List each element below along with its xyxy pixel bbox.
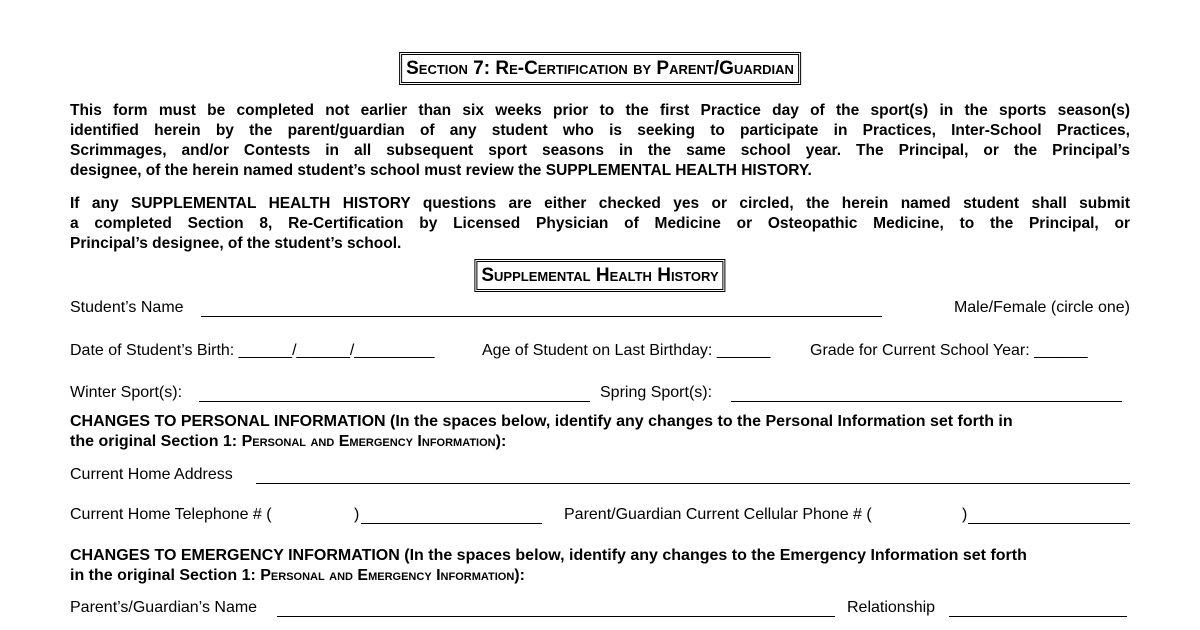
- personal-changes-line-2: [70, 432, 1130, 452]
- guardian-name-field[interactable]: [277, 616, 835, 617]
- instruction-line-3: Principal’s designee, of the student’s school.: [70, 235, 402, 252]
- age-field[interactable]: Age of Student on Last Birthday: ______: [482, 342, 771, 359]
- male-female-label: Male/Female (circle one): [953, 299, 1130, 316]
- winter-sport-field[interactable]: [199, 401, 590, 402]
- personal-changes-section-ref: Personal and Emergency Information: [241, 433, 496, 450]
- home-address-label: Current Home Address: [70, 466, 233, 483]
- emergency-changes-line-1: CHANGES TO EMERGENCY INFORMATION (In the spaces below, identify any changes to the Emergency Information set forth: [70, 547, 1027, 564]
- emergency-changes-prefix: in the original Section 1:: [70, 567, 261, 584]
- cell-phone-close: ): [962, 506, 968, 523]
- personal-changes-line-1: CHANGES TO PERSONAL INFORMATION (In the spaces below, identify any changes to the Personal Information set forth in: [70, 413, 1013, 430]
- emergency-changes-heading: [70, 546, 1130, 586]
- intro-line-4: designee, of the herein named student’s school must review the SUPPLEMENTAL HEALTH HISTORY.: [70, 162, 812, 179]
- emergency-changes-suffix: ):: [514, 567, 525, 584]
- cell-phone-label: Parent/Guardian Current Cellular Phone # (: [564, 506, 872, 523]
- home-phone-field[interactable]: [361, 523, 542, 524]
- dob-field[interactable]: Date of Student’s Birth: ______/______/_________: [70, 342, 435, 359]
- instruction-paragraph: [70, 194, 1130, 254]
- home-phone-close: ): [354, 506, 360, 523]
- home-address-field[interactable]: [256, 483, 1130, 484]
- grade-field[interactable]: Grade for Current School Year: ______: [810, 342, 1088, 359]
- emergency-changes-section-ref: Personal and Emergency Information: [260, 567, 515, 584]
- student-name-label: Student’s Name: [70, 299, 184, 316]
- intro-paragraph: [70, 101, 1130, 181]
- personal-changes-heading: [70, 412, 1130, 452]
- instruction-line-2: a completed Section 8, Re-Certification by Licensed Physician of Medicine or Osteopathic Medicine, to the Principal, or: [70, 215, 1130, 232]
- instruction-line-1: If any SUPPLEMENTAL HEALTH HISTORY questions are either checked yes or circled, the herein named student shall submit: [70, 195, 1130, 212]
- intro-line-3: Scrimmages, and/or Contests in all subsequent sport seasons in the same school year. The Principal, or the Principal’s: [70, 142, 1130, 159]
- personal-changes-prefix: the original Section 1:: [70, 433, 242, 450]
- intro-line-2: identified herein by the parent/guardian of any student who is seeking to participate in Practices, Inter-School Practices,: [70, 122, 1130, 139]
- section-title: Section 7: Re-Certification by Parent/Guardian: [399, 52, 801, 85]
- student-name-field[interactable]: [201, 316, 882, 317]
- personal-changes-suffix: ):: [495, 433, 507, 450]
- intro-line-1: This form must be completed not earlier than six weeks prior to the first Practice day of the sport(s) in the sports season(s): [70, 102, 1130, 119]
- relationship-field[interactable]: [949, 616, 1127, 617]
- spring-sport-field[interactable]: [731, 401, 1122, 402]
- guardian-name-label: Parent’s/Guardian’s Name: [70, 599, 258, 616]
- winter-sport-label: Winter Sport(s):: [70, 384, 183, 401]
- supplemental-health-history-title: Supplemental Health History: [474, 259, 725, 292]
- cell-phone-field[interactable]: [968, 523, 1130, 524]
- home-phone-label: Current Home Telephone # (: [70, 506, 272, 523]
- emergency-changes-line-2: [70, 566, 1130, 586]
- spring-sport-label: Spring Sport(s):: [600, 384, 713, 401]
- relationship-label: Relationship: [847, 599, 936, 616]
